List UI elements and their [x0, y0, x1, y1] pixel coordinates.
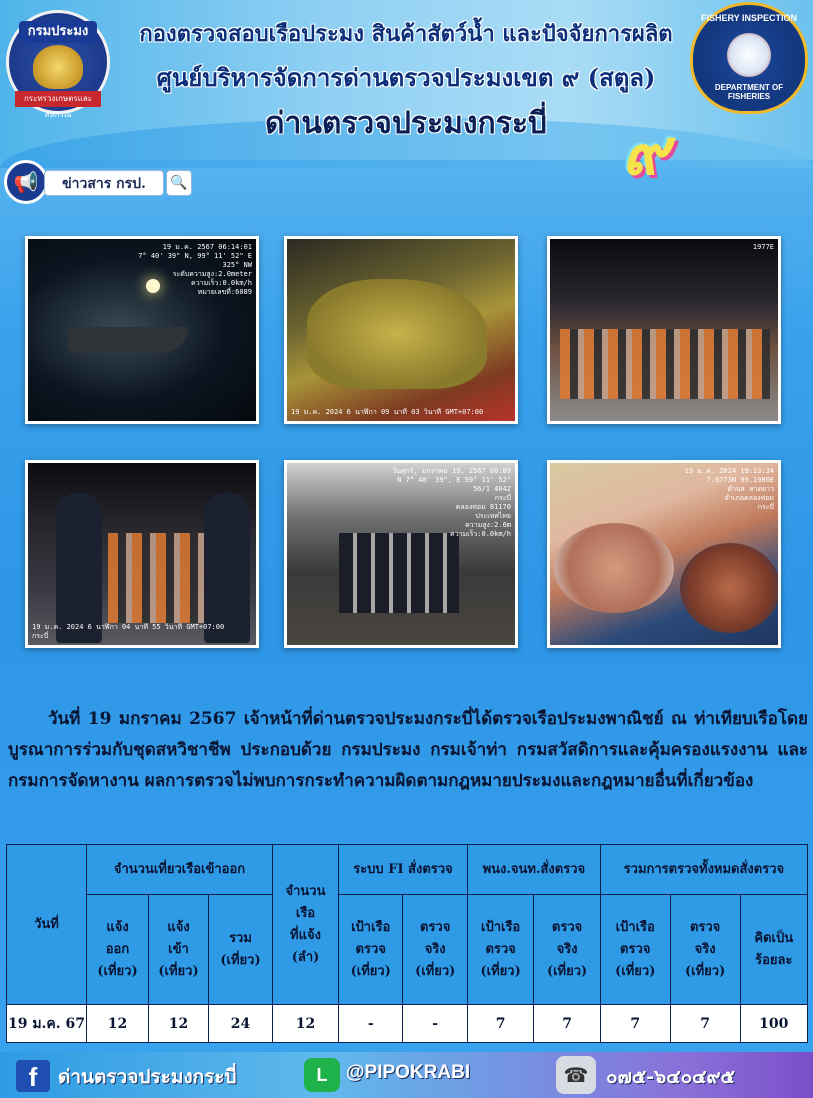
search-icon[interactable]: 🔍	[166, 170, 192, 196]
photo-stamp: 19 ม.ค. 2567 06:14:01 7° 40' 39" N, 99° 11' 52" E 325° NW ระดับความสูง:2.0meter ความเร็ว:0.0km/h หมายเลขที่:6089	[138, 243, 252, 296]
cell-all-actual: 7	[670, 1005, 740, 1043]
department-of-fisheries-logo	[6, 10, 110, 119]
photo-crew-lineup	[547, 236, 781, 424]
region-numeral: ๙	[622, 115, 669, 190]
header-title-line3: ด่านตรวจประมงกระบี่	[265, 106, 547, 141]
phone-number[interactable]: ๐๗๕-๖๔๐๔๙๕	[606, 1066, 735, 1088]
news-label[interactable]: ข่าวสาร กรป.	[44, 170, 164, 196]
phone-icon[interactable]: ☎	[556, 1056, 596, 1094]
sub-all-actual: ตรวจ จริง (เที่ยว)	[670, 895, 740, 1005]
sub-total: รวม (เที่ยว)	[209, 895, 273, 1005]
header-staff: พนง.จนท.สั่งตรวจ	[467, 845, 600, 895]
inspection-stats-table	[6, 844, 808, 1043]
logo-left-bottom-text: กระทรวงเกษตรและสหกรณ์	[15, 91, 101, 107]
sub-fi-actual: ตรวจ จริง (เที่ยว)	[403, 895, 467, 1005]
cell-percent: 100	[740, 1005, 807, 1043]
cell-fi-target: -	[339, 1005, 403, 1043]
photo-team-group	[284, 460, 518, 648]
photo-stamp: 19 ม.ค. 2024 6 นาฬิกา 04 นาที 55 วินาที GMT+07:00 กระบี่	[32, 623, 225, 640]
logo-right-top-text: FISHERY INSPECTION	[700, 13, 798, 23]
sub-out: แจ้ง ออก (เที่ยว)	[87, 895, 149, 1005]
photo-stamp: วันศุกร์, มกราคม 19, 2567 06:09 N 7° 40' 39", E 99° 11' 52" 56/1 4042 กระบี่ คลองท่อม 81170 ประเทศไทย ความสูง:2.6m ความเร็ว:0.0km/h	[392, 467, 511, 538]
cell-staff-actual: 7	[534, 1005, 600, 1043]
cell-staff-target: 7	[467, 1005, 533, 1043]
fishing-net	[307, 279, 487, 389]
photo-officers-inspection	[25, 460, 259, 648]
header-all: รวมการตรวจทั้งหมดสั่งตรวจ	[600, 845, 807, 895]
cell-fi-actual: -	[403, 1005, 467, 1043]
cell-in: 12	[149, 1005, 209, 1043]
megaphone-icon: 📢	[4, 160, 48, 204]
sub-staff-actual: ตรวจ จริง (เที่ยว)	[534, 895, 600, 1005]
header-boats: จำนวน เรือ ที่แจ้ง (ลำ)	[273, 845, 339, 1005]
header-date: วันที่	[7, 845, 87, 1005]
header-title-line2: ศูนย์บริหารจัดการด่านตรวจประมงเขต ๙ (สตูล)	[156, 63, 656, 92]
intro-paragraph: วันที่ 19 มกราคม 2567 เจ้าหน้าที่ด่านตรวจประมงกระบี่ได้ตรวจเรือประมงพาณิชย์ ณ ท่าเทียบเรือโดยบูรณาการร่วมกับชุดสหวิชาชีพ ประกอบด้วย กรมประมง กรมเจ้าท่า กรมสวัสดิการและคุ้มครองแรงงาน และกรมการจัดหางาน ผลการตรวจไม่พบการกระทำความผิดตามกฎหมายประมงและกฎหมายอื่นที่เกี่ยวข้อง	[8, 709, 808, 791]
officer-left	[56, 493, 102, 643]
team-group	[339, 533, 459, 613]
logo-right-bottom-text: DEPARTMENT OF FISHERIES	[714, 83, 784, 101]
sub-fi-target: เป้าเรือ ตรวจ (เที่ยว)	[339, 895, 403, 1005]
crew-group	[108, 533, 208, 623]
line-account[interactable]: @PIPOKRABI	[346, 1062, 471, 1083]
fish-bowl-right	[680, 543, 780, 633]
cell-boats: 12	[273, 1005, 339, 1043]
photo-stamp: 19 ม.ค. 2024 6 นาฬิกา 09 นาที 03 วินาที GMT+07:00	[291, 408, 484, 416]
header-title-line1: กองตรวจสอบเรือประมง สินค้าสัตว์น้ำ และปัจจัยการผลิต	[139, 21, 673, 47]
cell-out: 12	[87, 1005, 149, 1043]
photo-stamp: 1977E	[752, 243, 774, 251]
cell-date: 19 ม.ค. 67	[7, 1005, 87, 1043]
crew-group	[560, 329, 770, 399]
photo-stamp: 19 ม.ค. 2024 19:13:34 7.6773N 99.1980E ตำบล หาดยาว อำเภอคลองท่อม กระบี่	[684, 467, 774, 511]
cell-all-target: 7	[600, 1005, 670, 1043]
news-badge[interactable]	[4, 160, 190, 204]
header-fi: ระบบ FI สั่งตรวจ	[339, 845, 468, 895]
table-row	[7, 1005, 808, 1043]
line-icon[interactable]: L	[304, 1058, 340, 1092]
officer-right	[204, 493, 250, 643]
lifebuoy-icon	[727, 33, 771, 77]
boat-hull	[68, 327, 188, 353]
sub-all-target: เป้าเรือ ตรวจ (เที่ยว)	[600, 895, 670, 1005]
photo-fish-catch	[547, 460, 781, 648]
logo-left-top-text: กรมประมง	[19, 21, 97, 43]
facebook-icon[interactable]: f	[16, 1060, 50, 1092]
facebook-page-name[interactable]: ด่านตรวจประมงกระบี่	[58, 1066, 237, 1088]
photo-boat-night	[25, 236, 259, 424]
fish-bowl-left	[554, 523, 674, 613]
emblem-icon	[33, 45, 83, 89]
footer-bar	[0, 1052, 813, 1098]
photo-fishing-net	[284, 236, 518, 424]
sub-percent: คิดเป็น ร้อยละ	[740, 895, 807, 1005]
sub-staff-target: เป้าเรือ ตรวจ (เที่ยว)	[467, 895, 533, 1005]
header-trips: จำนวนเที่ยวเรือเข้าออก	[87, 845, 273, 895]
sub-in: แจ้ง เข้า (เที่ยว)	[149, 895, 209, 1005]
fishery-inspection-logo	[690, 2, 808, 114]
cell-total: 24	[209, 1005, 273, 1043]
